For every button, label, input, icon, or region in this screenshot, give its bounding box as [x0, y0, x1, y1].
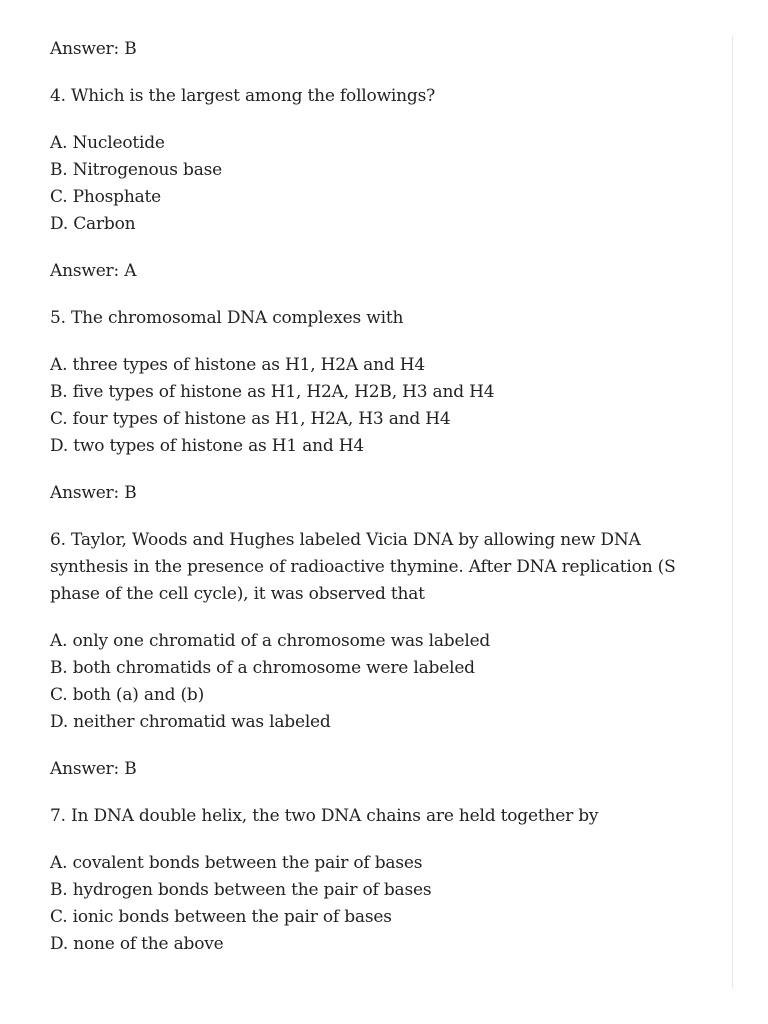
option-item: C. four types of histone as H1, H2A, H3 and H4 [50, 409, 451, 429]
question-4: 4. Which is the largest among the followings? [50, 86, 436, 106]
option-item: A. only one chromatid of a chromosome was labeled [50, 631, 491, 651]
question-6-options [50, 628, 722, 736]
option-item: C. Phosphate [50, 187, 162, 207]
answer-4: Answer: A [50, 261, 137, 281]
option-item: B. five types of histone as H1, H2A, H2B, H3 and H4 [50, 382, 495, 402]
option-item: D. Carbon [50, 214, 136, 234]
option-item: A. covalent bonds between the pair of bases [50, 853, 423, 873]
option-item: B. Nitrogenous base [50, 160, 223, 180]
answer-6: Answer: B [50, 759, 137, 779]
option-item: C. ionic bonds between the pair of bases [50, 907, 392, 927]
question-4-options [50, 130, 722, 238]
option-item: D. neither chromatid was labeled [50, 712, 331, 732]
question-7-options [50, 850, 722, 958]
column-divider [732, 36, 733, 988]
option-item: C. both (a) and (b) [50, 685, 205, 705]
option-item: A. Nucleotide [50, 133, 165, 153]
quiz-content [50, 36, 722, 958]
option-item: B. hydrogen bonds between the pair of bases [50, 880, 432, 900]
option-item: D. none of the above [50, 934, 224, 954]
question-5: 5. The chromosomal DNA complexes with [50, 308, 404, 328]
answer-3: Answer: B [50, 39, 137, 59]
option-item: A. three types of histone as H1, H2A and H4 [50, 355, 425, 375]
question-7: 7. In DNA double helix, the two DNA chains are held together by [50, 806, 599, 826]
option-item: B. both chromatids of a chromosome were labeled [50, 658, 475, 678]
option-item: D. two types of histone as H1 and H4 [50, 436, 364, 456]
question-5-options [50, 352, 722, 460]
question-6: 6. Taylor, Woods and Hughes labeled Vicia DNA by allowing new DNA synthesis in the presence of radioactive thymine. After DNA replication (S phase of the cell cycle), it was observed that [50, 530, 676, 604]
answer-5: Answer: B [50, 483, 137, 503]
